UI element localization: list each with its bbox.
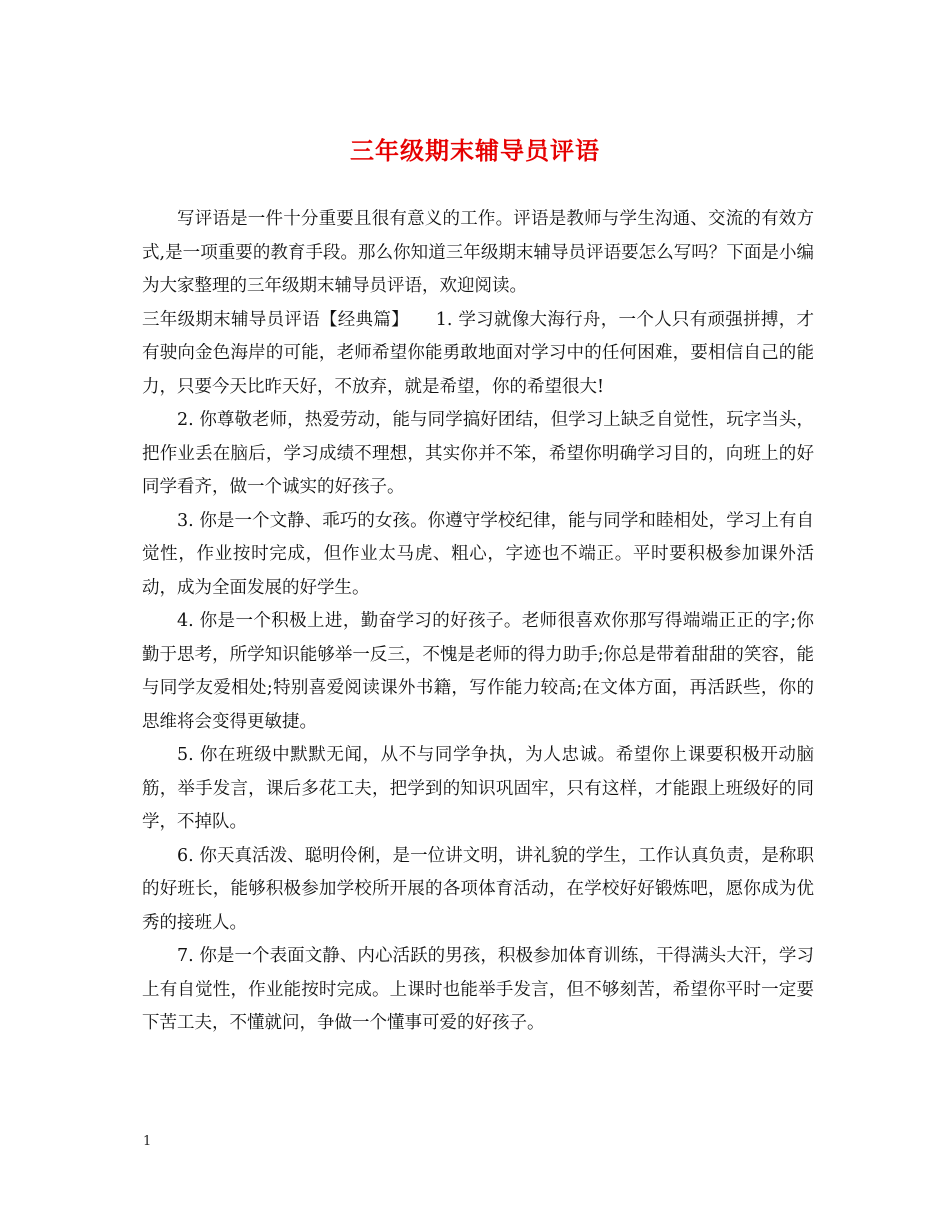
- document-title: 三年级期末辅导员评语: [350, 137, 600, 165]
- intro-paragraph: 写评语是一件十分重要且很有意义的工作。评语是教师与学生沟通、交流的有效方式,是一项重要的教育手段。那么你知道三年级期末辅导员评语要怎么写吗？下面是小编为大家整理的三年级期末辅导员评语，欢迎阅读。: [142, 209, 814, 296]
- comment-item-4: 4. 你是一个积极上进，勤奋学习的好孩子。老师很喜欢你那写得端端正正的字;你勤于思考，所学知识能够举一反三，不愧是老师的得力助手;你总是带着甜甜的笑容，能与同学友爱相处;特别喜爱阅读课外书籍，写作能力较高;在文体方面，再活跃些，你的思维将会变得更敏捷。: [142, 611, 814, 732]
- comment-item-2: 2. 你尊敬老师，热爱劳动，能与同学搞好团结，但学习上缺乏自觉性，玩字当头，把作业丢在脑后，学习成绩不理想，其实你并不笨，希望你明确学习目的，向班上的好同学看齐，做一个诚实的好孩子。: [142, 410, 814, 497]
- document-body: [142, 203, 814, 1041]
- comment-item-3: 3. 你是一个文静、乖巧的女孩。你遵守学校纪律，能与同学和睦相处，学习上有自觉性，作业按时完成，但作业太马虎、粗心，字迹也不端正。平时要积极参加课外活动，成为全面发展的好学生。: [142, 510, 814, 598]
- comment-item-5: 5. 你在班级中默默无闻，从不与同学争执，为人忠诚。希望你上课要积极开动脑筋，举手发言，课后多花工夫，把学到的知识巩固牢，只有这样，才能跟上班级好的同学，不掉队。: [142, 745, 814, 832]
- page-number: 1: [143, 1134, 152, 1149]
- section-heading-paragraph: 三年级期末辅导员评语【经典篇】 1. 学习就像大海行舟，一个人只有顽强拼搏，才有驶向金色海岸的可能，老师希望你能勇敢地面对学习中的任何困难，要相信自己的能力，只要今天比昨天好，不放弃，就是希望，你的希望很大!: [142, 309, 814, 397]
- comment-item-7: 7. 你是一个表面文静、内心活跃的男孩，积极参加体育训练，干得满头大汗，学习上有自觉性，作业能按时完成。上课时也能举手发言，但不够刻苦，希望你平时一定要下苦工夫，不懂就问，争做一个懂事可爱的好孩子。: [142, 946, 814, 1033]
- comment-item-6: 6. 你天真活泼、聪明伶俐，是一位讲文明，讲礼貌的学生，工作认真负责，是称职的好班长，能够积极参加学校所开展的各项体育活动，在学校好好锻炼吧，愿你成为优秀的接班人。: [142, 845, 814, 933]
